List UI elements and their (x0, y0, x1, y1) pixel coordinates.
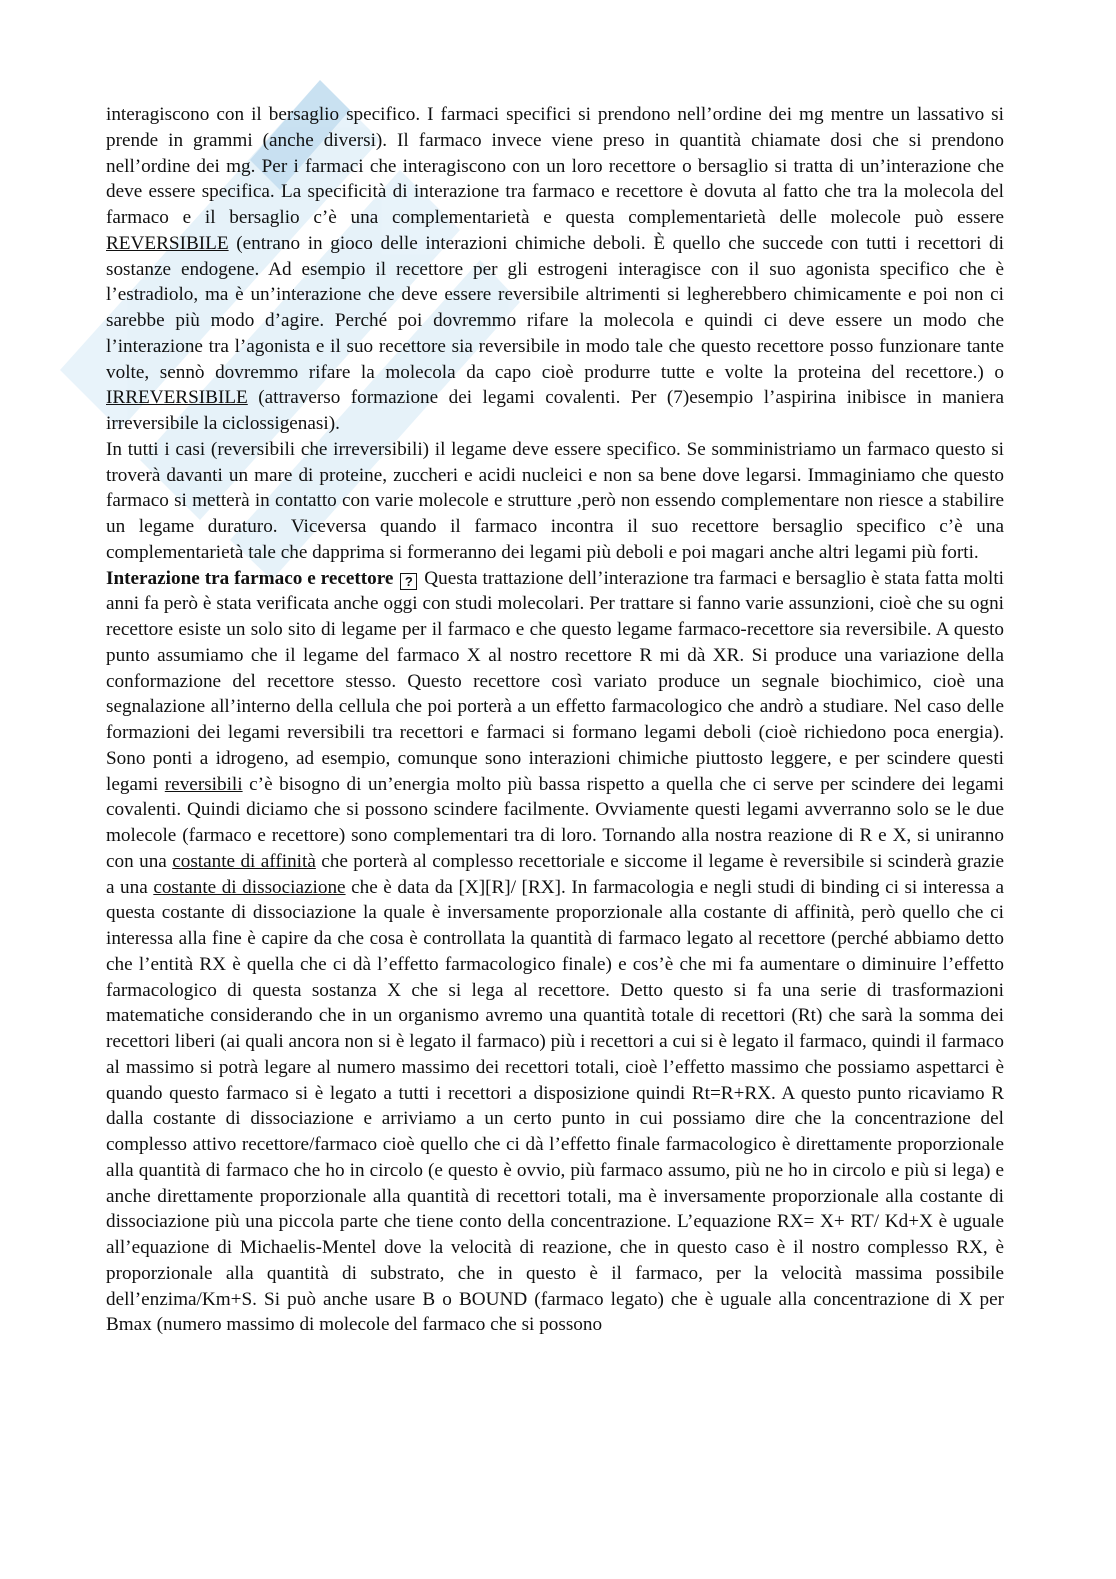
document-body (106, 102, 1004, 1338)
term-costante-dissociazione: costante di dissociazione (153, 876, 346, 898)
paragraph-1-part-2: (entrano in gioco delle interazioni chimiche deboli. È quello che succede con tutti i recettori di sostanze endogene. Ad esempio il recettore per gli estrogeni interagisce con il suo agonista specifico che è l’estradiolo, ma è un’interazione che deve essere reversibile altrimenti si legherebbero chimicamente e poi non ci sarebbe più modo d’agire. Perché poi dovremmo rifare la molecola e quindi ci deve essere un modo che l’interazione tra l’agonista e il suo recettore sia reversibile in modo tale che questo recettore posso funzionare tante volte, sennò dovremmo rifare la molecola da capo cioè produrre tutte e volte la proteina del recettore.) o (106, 232, 1004, 383)
paragraph-1-part-3: (attraverso formazione dei legami covalenti. Per (7)esempio l’aspirina inibisce in maniera irreversibile la ciclossigenasi). (106, 387, 1004, 434)
paragraph-3-part-3: che porterà al complesso recettoriale e siccome il legame è reversibile si scinderà grazie a una (106, 850, 1004, 898)
question-mark-icon: ? (400, 573, 417, 590)
section-heading: Interazione tra farmaco e recettore (106, 567, 394, 589)
paragraph-1 (106, 102, 1004, 437)
paragraph-1-part-1: interagiscono con il bersaglio specifico. I farmaci specifici si prendono nell’ordine dei mg mentre un lassativo si prende in grammi (anche diversi). Il farmaco invece viene preso in quantità chiamate dosi che si prendono nell’ordine dei mg. Per i farmaci che interagiscono con un loro recettore o bersaglio si tratta di un’interazione che deve essere specifica. La specificità di interazione tra farmaco e recettore è dovuta al fatto che tra la molecola del farmaco e il bersaglio c’è una complementarietà e questa complementarietà delle molecole può essere (106, 104, 1004, 228)
paragraph-3-part-1: Questa trattazione dell’interazione tra farmaci e bersaglio è stata fatta molti anni fa però è stata verificata anche oggi con studi molecolari. Per trattare si fanno varie assunzioni, cioè che su ogni recettore esiste un solo sito di legame per il farmaco e che questo legame farmaco-recettore sia reversibile. A questo punto assumiamo che il legame del farmaco X al nostro recettore R mi dà XR. Si produce una variazione della conformazione del recettore stesso. Questo recettore così variato produce un segnale biochimico, cioè una segnalazione all’interno della cellula che poi porterà a un effetto farmacologico che andrò a studiare. Nel caso delle formazioni dei legami reversibili tra recettori e farmaci si formano legami deboli (cioè richiedono poca energia). Sono ponti a idrogeno, ad esempio, comunque sono interazioni chimiche piuttosto leggere, e per scindere questi legami (106, 567, 1005, 795)
term-costante-affinita: costante di affinità (172, 850, 316, 872)
term-reversibile: REVERSIBILE (106, 232, 229, 254)
term-irreversibile: IRREVERSIBILE (106, 387, 248, 409)
paragraph-2: In tutti i casi (reversibili che irreversibili) il legame deve essere specifico. Se somministriamo un farmaco questo si troverà davanti un mare di proteine, zuccheri e acidi nucleici e non sa bene dove legarsi. Immaginiamo che questo farmaco si metterà in contatto con varie molecole e strutture ,però non essendo complementare non riesce a stabilire un legame duraturo. Viceversa quando il farmaco incontra il suo recettore bersaglio specifico c’è una complementarietà tale che dapprima si formeranno dei legami più deboli e poi magari anche altri legami più forti. (106, 438, 1004, 563)
paragraph-3-part-2: c’è bisogno di un’energia molto più bassa rispetto a quella che ci serve per scindere dei legami covalenti. Quindi diciamo che si possono scindere facilmente. Ovviamente questi legami avverranno solo se le due molecole (farmaco e recettore) sono complementari tra di loro. Tornando alla nostra reazione di R e X, si uniranno con una (106, 773, 1005, 872)
paragraph-3-part-4: che è data da [X][R]/ [RX]. In farmacologia e negli studi di binding ci si interessa a questa costante di dissociazione la quale è inversamente proporzionale alla costante di affinità, però quello che ci interessa alla fine è capire da che cosa è controllata la quantità di farmaco legato al recettore (perché abbiamo detto che l’entità RX è quella che ci dà l’effetto farmacologico finale) e cos’è che mi fa aumentare o diminuire l’effetto farmacologico di questa sostanza X che si lega al recettore. Detto questo si fa una serie di trasformazioni matematiche considerando che in un organismo avremo una quantità totale di recettori (Rt) che sarà la somma dei recettori liberi (ai quali ancora non si è legato il farmaco) più i recettori a cui si è legato il farmaco, quindi il farmaco al massimo si potrà legare al numero massimo dei recettori totali, cioè l’effetto massimo che possiamo aspettarci è quando questo farmaco si è legato a tutti i recettori a disposizione quindi Rt=R+RX. A questo punto ricaviamo R dalla costante di dissociazione e arriviamo a un certo punto in cui possiamo dire che la concentrazione del complesso attivo recettore/farmaco cioè quello che ci dà l’effetto finale farmacologico è direttamente proporzionale alla quantità di farmaco che ho in circolo (e questo è ovvio, più farmaco assumo, più ne ho in circolo e più si lega) e anche direttamente proporzionale alla quantità di recettori totali, ma è inversamente proporzionale alla costante di dissociazione più una piccola parte che tiene conto della concentrazione. L’equazione RX= X+ RT/ Kd+X è uguale all’equazione di Michaelis-Mentel dove la velocità di reazione, che in questo caso è il nostro complesso RX, è proporzionale alla quantità di substrato, che in questo è il farmaco, per la velocità massima possibile dell’enzima/Km+S. Si può anche usare B o BOUND (farmaco legato) che è uguale alla concentrazione di X per Bmax (numero massimo di molecole del farmaco che si possono (106, 876, 1004, 1336)
paragraph-3 (106, 566, 1004, 1339)
term-reversibili: reversibili (164, 773, 243, 795)
